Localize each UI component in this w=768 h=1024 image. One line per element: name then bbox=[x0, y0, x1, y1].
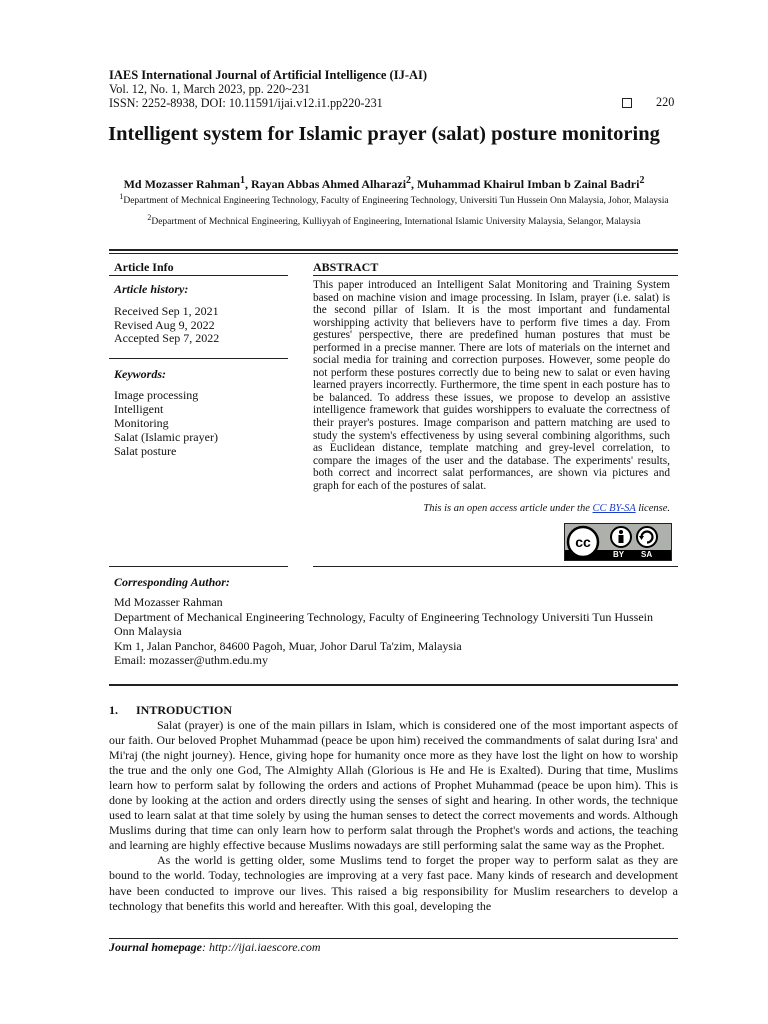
keyword: Monitoring bbox=[114, 416, 169, 430]
author-affiliation-mark: 2 bbox=[639, 175, 645, 186]
revised-date: Revised Aug 9, 2022 bbox=[114, 318, 215, 332]
page-number: 220 bbox=[656, 95, 675, 109]
divider bbox=[109, 938, 678, 939]
square-icon bbox=[622, 98, 632, 108]
divider bbox=[109, 684, 678, 686]
affiliation-text: Department of Mechnical Engineering Technology, Faculty of Engineering Technology, Universiti Tun Hussein Onn Malaysia, Johor, Malaysia bbox=[123, 196, 669, 207]
cc-license-badge[interactable] bbox=[564, 523, 672, 561]
badge-by-label: BY bbox=[613, 550, 625, 559]
divider bbox=[109, 253, 678, 254]
corresponding-author-heading: Corresponding Author: bbox=[114, 575, 230, 589]
divider bbox=[313, 275, 678, 276]
affiliation-2 bbox=[110, 212, 678, 228]
corresponding-author-address: Km 1, Jalan Panchor, 84600 Pagoh, Muar, Johor Darul Ta'zim, Malaysia bbox=[114, 638, 462, 653]
article-history-heading: Article history: bbox=[114, 282, 189, 296]
corresponding-author-name: Md Mozasser Rahman bbox=[114, 595, 223, 609]
author-affiliation-mark: 2 bbox=[406, 175, 412, 186]
divider bbox=[109, 249, 678, 251]
keyword: Image processing bbox=[114, 388, 199, 402]
paper-title: Intelligent system for Islamic prayer (salat) posture monitoring bbox=[108, 123, 660, 145]
author-name: Rayan Abbas Ahmed Alharazi bbox=[251, 177, 407, 191]
affiliation-1 bbox=[110, 191, 678, 207]
volume-info: Vol. 12, No. 1, March 2023, pp. 220~231 bbox=[109, 82, 311, 96]
page-number-block bbox=[622, 95, 678, 110]
corresponding-author-dept: Department of Mechanical Engineering Technology, Faculty of Engineering Technology Universiti Tun Hussein Onn Malaysia bbox=[114, 609, 653, 638]
section-heading-introduction bbox=[109, 703, 232, 718]
svg-text:cc: cc bbox=[575, 534, 591, 550]
divider bbox=[109, 275, 288, 276]
license-suffix: license. bbox=[638, 503, 670, 514]
keywords-heading: Keywords: bbox=[114, 367, 166, 381]
divider bbox=[109, 358, 288, 359]
author-separator: , bbox=[245, 177, 251, 191]
paragraph: As the world is getting older, some Muslims tend to forget the proper way to perform salat as they are bound to the world. Today, technologies are improving at a very fast pace. Many kinds of research and development have been conducted to improve our lives. This raised a big responsibility for Muslim researchers to develop a technology that benefits this world and hereafter. With this goal, developing the bbox=[109, 853, 678, 913]
paragraph: Salat (prayer) is one of the main pillars in Islam, which is considered one of the most important aspects of our faith. Our beloved Prophet Muhammad (peace be upon him) received the commandments of salat during Isra' and Mi'raj (the night journey). Hence, giving hope for humanity once more as they have lost the light on how to worship the true and the only one God, The Almighty Allah (Glorious is He and He is Exalted). During that time, Muslims learn how to perform salat by following the orders and actions of Prophet Muhammad (peace be upon him). This is done by looking at the action and orders directly using the senses of sight and hearing. In other words, the technique used to learn salat at that time solely by using the human senses to detect the correct movements and words. Although Muslims during that time can only learn how to perform salat through the Prophet's words and actions, the teaching and learning are highly effective because Muslims nowadays are still performing salat the same way as the Prophet. bbox=[109, 718, 678, 853]
issn-doi: ISSN: 2252-8938, DOI: 10.11591/ijai.v12.i1.pp220-231 bbox=[109, 96, 383, 110]
article-info-heading: Article Info bbox=[114, 260, 174, 274]
keyword: Intelligent bbox=[114, 402, 164, 416]
affiliation-mark: 1 bbox=[119, 192, 124, 201]
abstract-heading: ABSTRACT bbox=[313, 260, 379, 274]
divider bbox=[313, 566, 678, 567]
author-separator: , bbox=[411, 177, 418, 191]
received-date: Received Sep 1, 2021 bbox=[114, 304, 219, 318]
introduction-body bbox=[109, 718, 678, 914]
author-list bbox=[60, 175, 708, 192]
corresponding-author-block bbox=[114, 595, 674, 668]
divider bbox=[109, 566, 288, 567]
keyword: Salat posture bbox=[114, 444, 177, 458]
author-affiliation-mark: 1 bbox=[240, 175, 245, 186]
journal-homepage-url[interactable]: : http://ijai.iaescore.com bbox=[202, 940, 321, 954]
journal-homepage-label: Journal homepage bbox=[109, 940, 203, 954]
affiliation-mark: 2 bbox=[147, 213, 152, 222]
affiliation-text: Department of Mechnical Engineering, Kulliyyah of Engineering, International Islamic University Malaysia, Selangor, Malaysia bbox=[151, 217, 641, 228]
cc-by-sa-link[interactable]: CC BY-SA bbox=[592, 503, 636, 514]
corresponding-author-email: Email: mozasser@uthm.edu.my bbox=[114, 653, 269, 667]
keyword: Salat (Islamic prayer) bbox=[114, 430, 218, 444]
author-name: Md Mozasser Rahman bbox=[123, 177, 240, 191]
journal-name: IAES International Journal of Artificial Intelligence (IJ-AI) bbox=[109, 68, 428, 82]
section-title: INTRODUCTION bbox=[136, 703, 233, 717]
license-prefix: This is an open access article under the bbox=[423, 503, 590, 514]
section-number: 1. bbox=[109, 703, 118, 717]
abstract-text: This paper introduced an Intelligent Salat Monitoring and Training System based on machine vision and image processing. In Islam, prayer (i.e. salat) is the second pillar of Islam. It is the most important and fundamental worshipping activity that believers have to perform five times a day. From gestures' perspective, there are predefined human postures that must be performed in a precise manner. There are lots of materials on the internet and social media for training and correction purposes. However, some people do not perform these postures correctly due to being new to salat or even having learned prayers incorrectly. Furthermore, the time spent in each posture has to be balanced. To address these issues, we propose to develop an assistive intelligence framework that guides worshippers to evaluate the correctness of their prayer's postures. Image comparison and pattern matching are used to study the system's effectiveness by using several combining algorithms, such as Euclidean distance, template matching and grey-level correlation, to compare the images of the user and the database. The experiments' results, both correct and incorrect salat performances, are shown via pictures and graph for each of the postures of salat. bbox=[313, 279, 670, 492]
accepted-date: Accepted Sep 7, 2022 bbox=[114, 331, 220, 345]
author-name: Muhammad Khairul Imban b Zainal Badri bbox=[417, 177, 640, 191]
journal-homepage bbox=[109, 940, 321, 955]
license-note bbox=[313, 503, 670, 514]
badge-sa-label: SA bbox=[641, 550, 653, 559]
